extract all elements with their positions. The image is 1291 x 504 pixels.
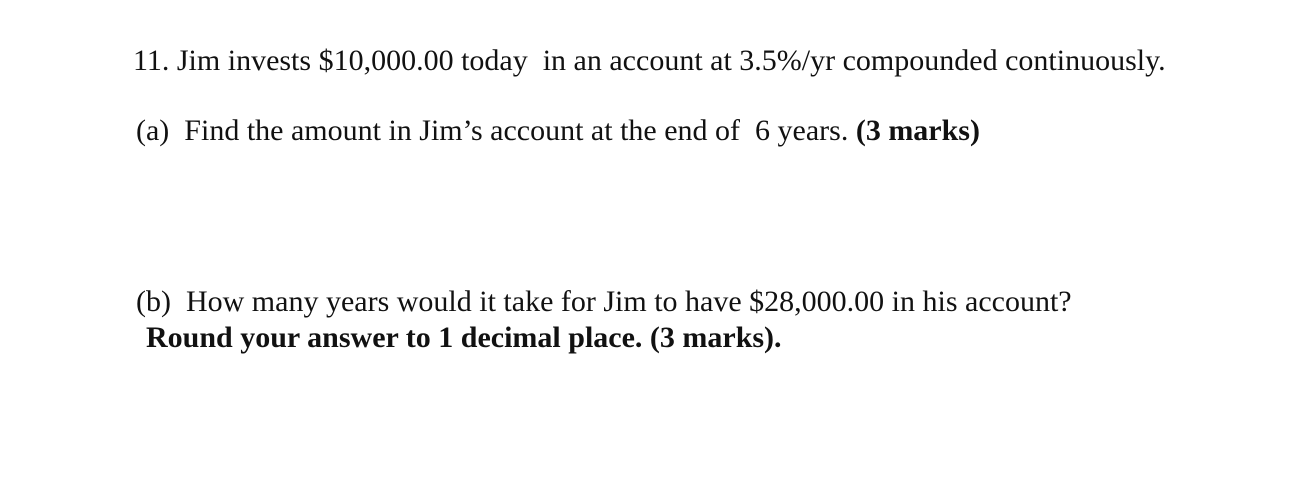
part-a-text: (a) Find the amount in Jim’s account at the end of 6 years. xyxy=(136,114,856,147)
part-b-instruction: Round your answer to 1 decimal place. (3 marks). xyxy=(146,321,782,354)
question-title: 11. Jim invests $10,000.00 today in an account at 3.5%/yr compounded continuously. xyxy=(133,44,1166,77)
part-a-marks: (3 marks) xyxy=(855,114,980,147)
part-a xyxy=(136,114,980,148)
part-b-text: (b) How many years would it take for Jim to have $28,000.00 in his account? xyxy=(136,285,1072,318)
